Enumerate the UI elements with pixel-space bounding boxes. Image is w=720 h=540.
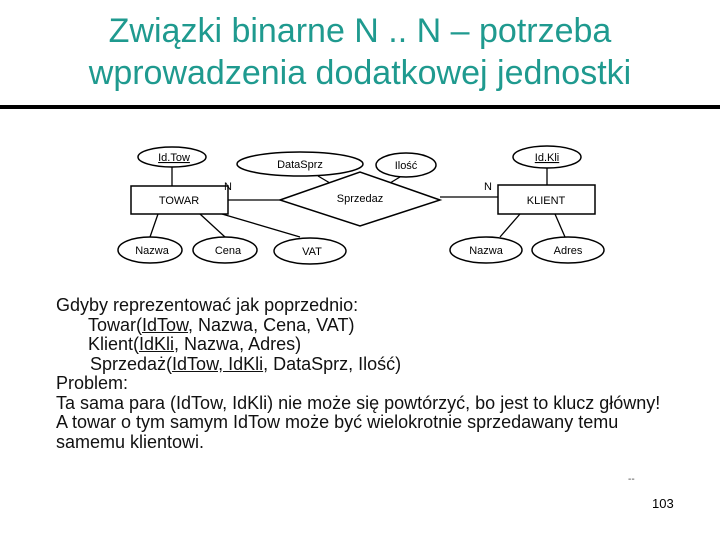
klient-schema: Klient(IdKli, Nazwa, Adres) xyxy=(88,334,302,354)
cardinality-right: N xyxy=(484,181,492,193)
attr-nazwa-towar-label: Nazwa xyxy=(135,245,169,257)
connector-nazwa-towar xyxy=(150,214,158,237)
relationship-sprzedaz-label: Sprzedaz xyxy=(336,193,384,205)
attr-idkli-label: Id.Kli xyxy=(534,152,560,164)
intro-line: Gdyby reprezentować jak poprzednio: xyxy=(56,295,359,315)
title-line-1: Związki binarne N .. N – potrzeba xyxy=(108,12,612,50)
problem-line-1: Ta sama para (IdTow, IdKli) nie może się powtórzyć, bo jest to klucz główny! xyxy=(56,392,661,413)
connector-adres xyxy=(555,214,565,237)
explanation-text xyxy=(56,296,696,452)
corner-mark: -- xyxy=(628,474,635,485)
entity-klient-label: KLIENT xyxy=(526,195,566,207)
attr-idtow-label: Id.Tow xyxy=(158,152,190,164)
connector-vat xyxy=(222,214,300,237)
sprzedaz-schema: Sprzedaż(IdTow, IdKli, DataSprz, Ilość) xyxy=(90,353,402,374)
attr-vat-label: VAT xyxy=(302,246,322,258)
klient-primary-key: IdKli xyxy=(139,334,175,354)
problem-line-3: samemu klientowi. xyxy=(56,431,205,452)
attr-adres-label: Adres xyxy=(553,245,583,257)
sprzedaz-primary-key: IdTow, IdKli xyxy=(172,353,264,374)
problem-line-2: A towar o tym samym IdTow może być wielokrotnie sprzedawany temu xyxy=(56,412,619,432)
attr-ilosc-label: Ilość xyxy=(394,160,418,172)
towar-primary-key: IdTow xyxy=(142,314,189,335)
attr-cena-label: Cena xyxy=(214,245,242,257)
connector-cena xyxy=(200,214,225,237)
title-line-2: wprowadzenia dodatkowej jednostki xyxy=(88,54,632,92)
entity-towar-label: TOWAR xyxy=(158,195,200,207)
problem-label: Problem: xyxy=(56,373,129,393)
cardinality-left: N xyxy=(224,181,232,193)
towar-schema: Towar(IdTow, Nazwa, Cena, VAT) xyxy=(88,314,355,335)
connector-nazwa-klient xyxy=(500,214,520,237)
attr-datasprz-label: DataSprz xyxy=(277,159,323,171)
page-number: 103 xyxy=(652,496,674,511)
attr-nazwa-klient-label: Nazwa xyxy=(469,245,503,257)
